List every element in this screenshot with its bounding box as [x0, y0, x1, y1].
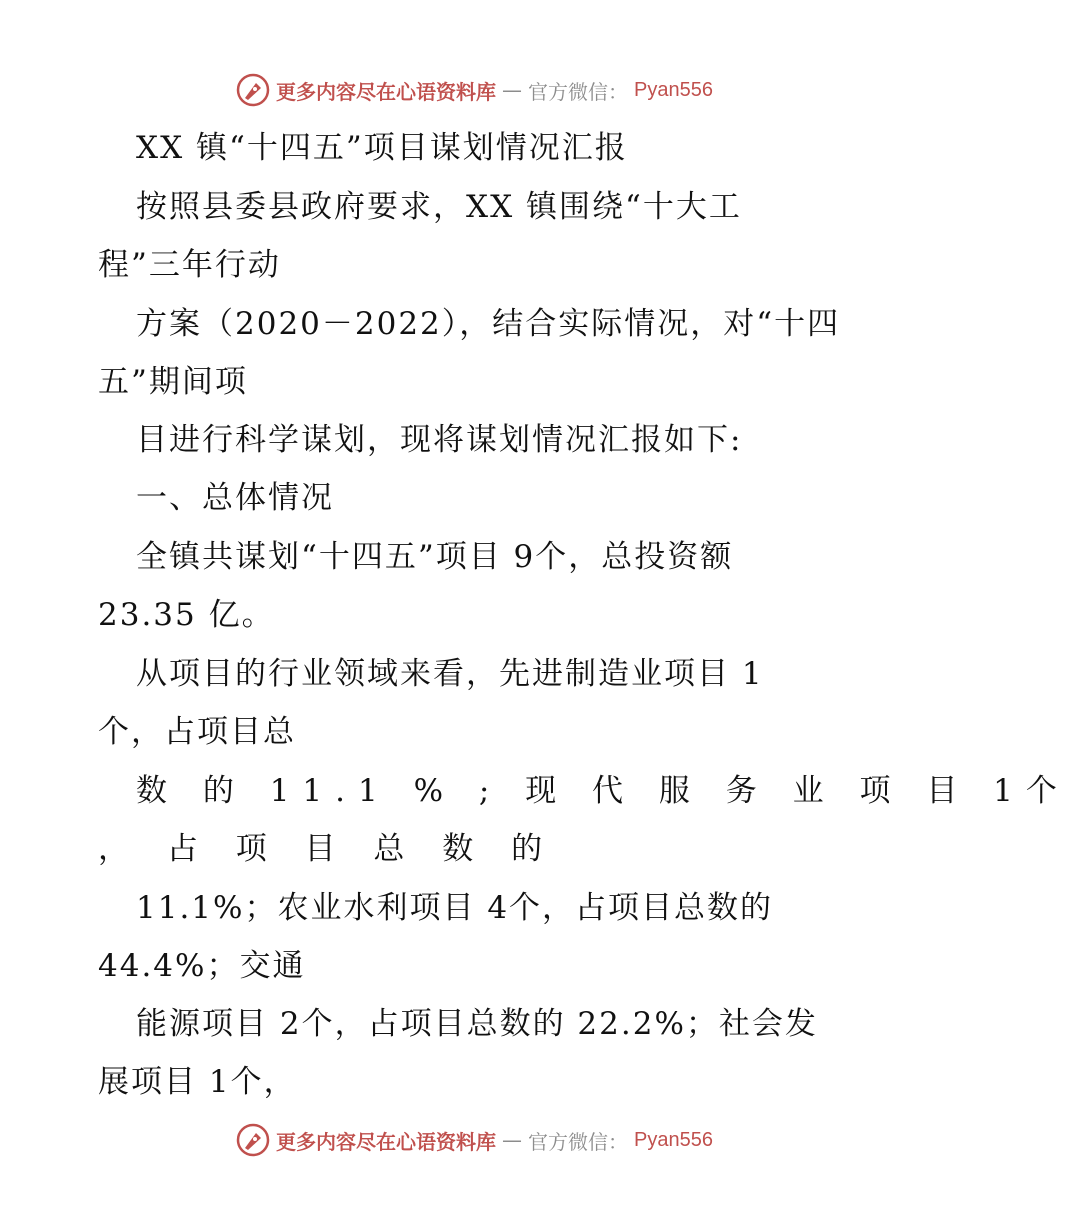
banner-wechat-id: Pyan556	[634, 78, 713, 101]
pen-nib-logo-icon	[236, 73, 270, 107]
doc-line: 展项目 1个，	[98, 1064, 297, 1100]
doc-line: 五”期间项	[98, 364, 248, 400]
banner-suffix-text: 官方微信：	[528, 79, 628, 104]
doc-title: XX 镇“十四五”项目谋划情况汇报	[136, 130, 628, 166]
doc-line: 数 的 11.1 % ; 现 代 服 务 业 项 目 1个	[136, 773, 1070, 809]
pen-nib-logo-icon	[236, 1123, 270, 1157]
banner-main-text: 更多内容尽在心语资料库	[276, 79, 496, 104]
doc-line: 23.35 亿。	[98, 597, 275, 633]
doc-line: ， 占 项 目 总 数 的	[98, 831, 557, 867]
doc-line: 方案（2020－2022），结合实际情况，对“十四	[136, 306, 841, 342]
doc-line: 程”三年行动	[98, 247, 281, 283]
banner-dash: —	[502, 78, 522, 102]
doc-line: 能源项目 2个，占项目总数的 22.2%；社会发	[136, 1006, 818, 1042]
banner-wechat-id: Pyan556	[634, 1128, 713, 1151]
doc-line: 按照县委县政府要求，XX 镇围绕“十大工	[136, 189, 742, 225]
section-heading: 一、总体情况	[136, 480, 334, 516]
doc-line: 从项目的行业领域来看，先进制造业项目 1	[136, 656, 764, 692]
doc-line: 44.4%；交通	[98, 948, 306, 984]
doc-line: 11.1%；农业水利项目 4个，占项目总数的	[136, 890, 774, 926]
banner-main-text: 更多内容尽在心语资料库	[276, 1129, 496, 1154]
footer-banner	[236, 1122, 713, 1158]
banner-suffix-text: 官方微信：	[528, 1129, 628, 1154]
header-banner	[236, 72, 713, 108]
doc-line: 目进行科学谋划，现将谋划情况汇报如下:	[136, 422, 743, 458]
doc-line: 全镇共谋划“十四五”项目 9个，总投资额	[136, 539, 734, 575]
doc-line: 个，占项目总	[98, 714, 296, 750]
banner-dash: —	[502, 1128, 522, 1152]
